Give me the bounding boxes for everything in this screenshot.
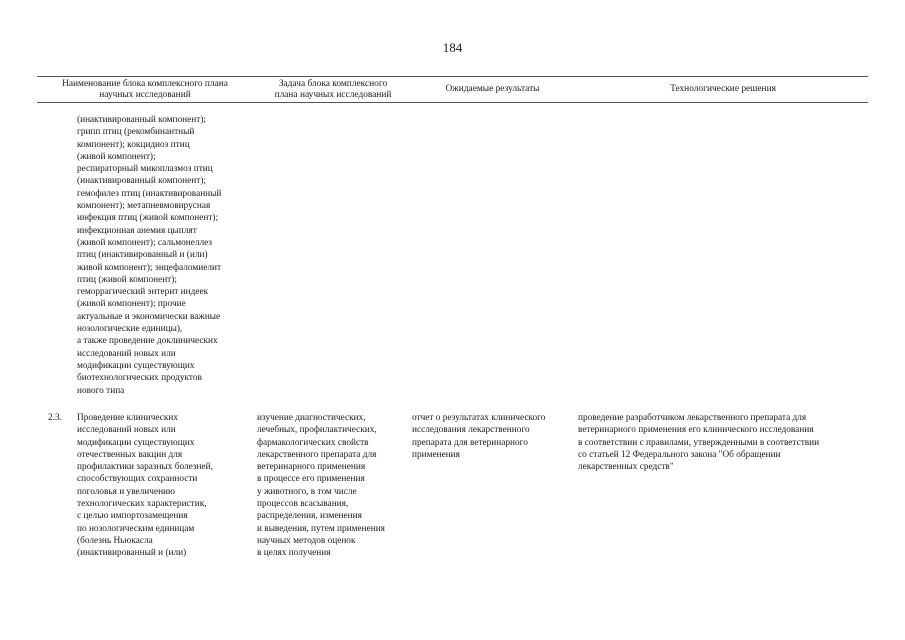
- row-block-task: изучение диагностических, лечебных, профилактических, фармакологических свойств лекарственного препарата для ветеринарного применения в процессе его применения у животного, в том числе процессов всасывания, распределения, изменения и выведения, путем применения научных методов оценок в целях получения: [257, 413, 385, 559]
- row-tech-solutions: проведение разработчиком лекарственного препарата для ветеринарного применения его клинического исследования в соответствии с правилами, утвержденными в соответствии со статьей 12 Федерального закона "Об обращении лекарственных средств": [578, 413, 820, 473]
- row-expected-results: отчет о результатах клинического исследования лекарственного препарата для ветеринарного применения: [412, 413, 546, 460]
- table-top-rule: [37, 76, 868, 77]
- continuation-cell: (инактивированный компонент); грипп птиц (рекомбинантный компонент); кокцидиоз птиц (живой компонент); респираторный микоплазмоз птиц (инактивированный компонент); гемофилез птиц (инактивированный компонент); метапневмовирусная инфекция птиц (живой компонент); инфекционная анемия цыплят (живой компонент); сальмонеллез птиц (инактивированный и (или) живой компонент); энцефаломиелит птиц (живой компонент); геморрагический энтерит индеек (живой компонент); прочие актуальные и экономически важные нозологические единицы), а также проведение доклинических исследований новых или модификации существующих биотехнологических продуктов нового типа: [77, 115, 222, 396]
- row-number: 2.3.: [48, 413, 62, 423]
- page-number: 184: [442, 40, 463, 55]
- row-block-name: Проведение клинических исследований новых или модификации существующих отечественных вакцин для профилактики заразных болезней, способствующих сохранности поголовья и увеличению технологических характеристик, с целью импортозамещения по нозологическим единицам (болезнь Ньюкасла (инактивированный и (или): [77, 413, 213, 559]
- header-expected-results: Ожидаемые результаты: [445, 84, 540, 94]
- header-tech-solutions: Технологические решения: [670, 84, 776, 94]
- table-header-rule: [37, 102, 868, 103]
- header-block-name: Наименование блока комплексного плана научных исследований: [62, 78, 228, 100]
- header-block-task: Задача блока комплексного плана научных исследований: [274, 78, 392, 100]
